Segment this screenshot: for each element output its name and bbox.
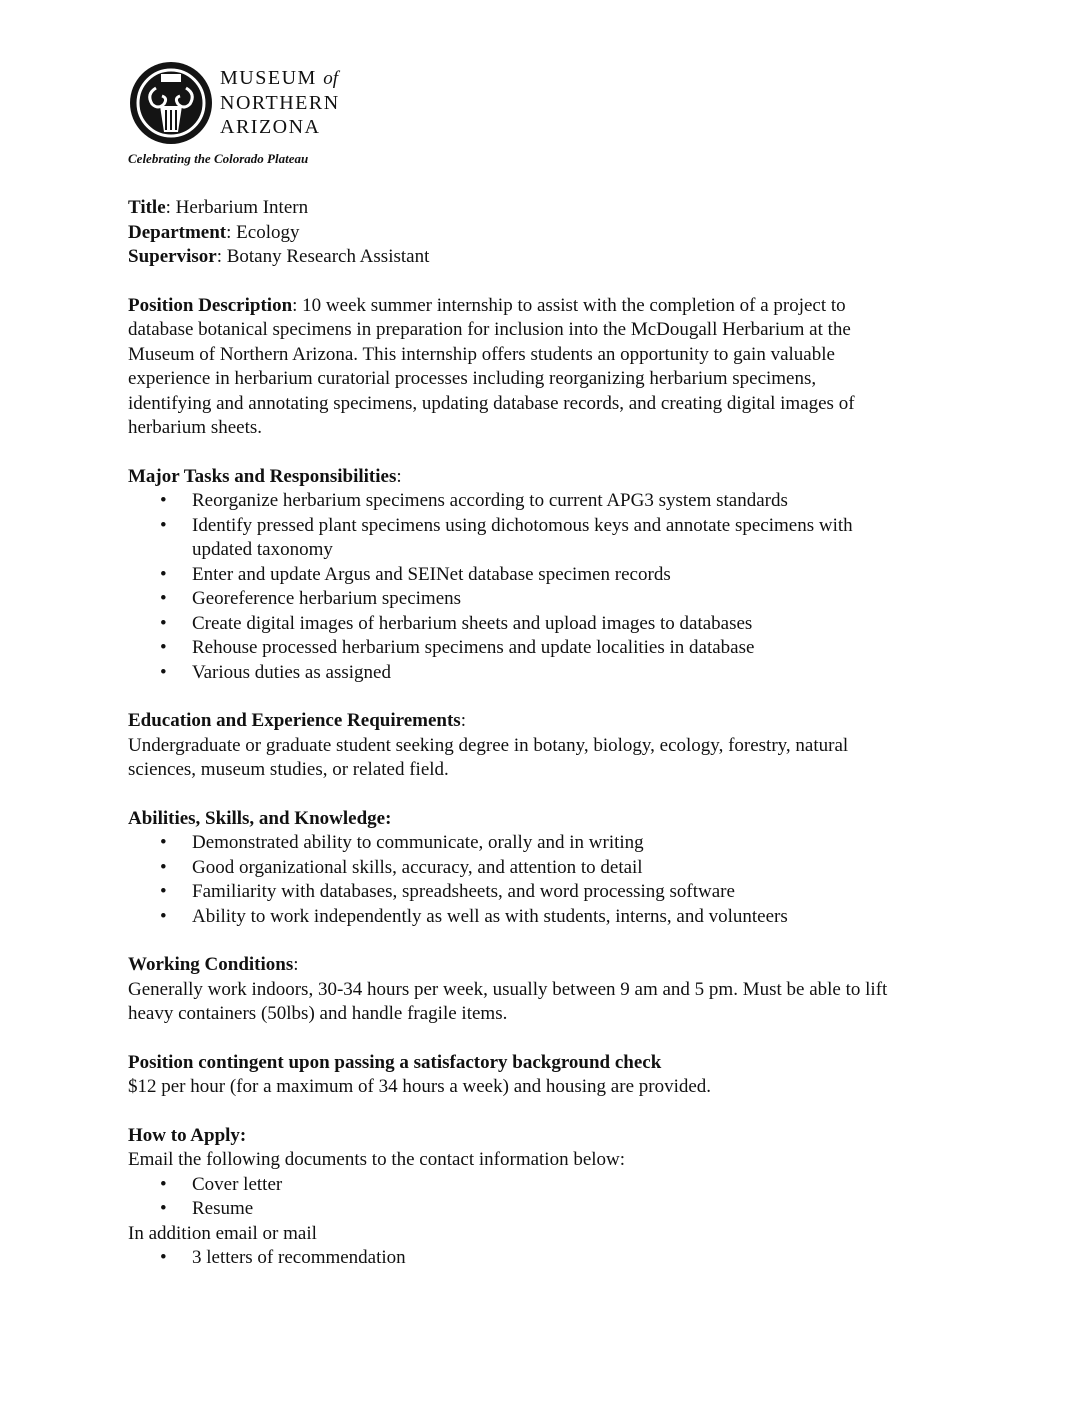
list-item: • Good organizational skills, accuracy, and attention to detail (128, 856, 1008, 881)
section-heading: Position Description (128, 294, 293, 316)
logo-tagline: Celebrating the Colorado Plateau (128, 151, 309, 166)
logo-name-line3: ARIZONA (220, 116, 321, 138)
position-description-section (128, 294, 1008, 441)
field-label: Supervisor (128, 246, 217, 267)
text-line: In addition email or mail (128, 1222, 317, 1244)
list-item: • Familiarity with databases, spreadsheets, and word processing software (128, 880, 1008, 905)
section-heading: Major Tasks and Responsibilities (128, 465, 397, 487)
major-tasks-section (128, 465, 1008, 686)
logo-name-line1: MUSEUM (220, 67, 317, 89)
museum-logo (128, 60, 368, 172)
list-item: • 3 letters of recommendation (128, 1246, 1008, 1271)
list-item: • Enter and update Argus and SEINet database specimen records (128, 563, 1008, 588)
list-item: • Ability to work independently as well as with students, interns, and volunteers (128, 905, 1008, 930)
contingent-section (128, 1051, 1008, 1100)
task-list (128, 489, 1008, 685)
field-label: Title (128, 197, 166, 218)
text-line: heavy containers (50lbs) and handle fragile items. (128, 1003, 508, 1024)
working-conditions-section (128, 953, 1008, 1027)
section-heading: How to Apply: (128, 1124, 247, 1146)
abilities-list (128, 831, 1008, 929)
section-heading: Education and Experience Requirements (128, 710, 461, 731)
logo-name-line2: NORTHERN (220, 92, 340, 114)
text-line: experience in herbarium curatorial processes including reorganizing herbarium specimens, (128, 368, 817, 389)
additional-documents-list (128, 1246, 1008, 1271)
text-line: Museum of Northern Arizona. This internship offers students an opportunity to gain valuable (128, 343, 835, 365)
text-line: herbarium sheets. (128, 417, 263, 438)
field-value: : Ecology (226, 221, 300, 243)
list-item: • Reorganize herbarium specimens according to current APG3 system standards (128, 489, 1008, 514)
list-item: • Resume (128, 1197, 1008, 1222)
museum-emblem-icon (128, 60, 214, 146)
documents-list (128, 1173, 1008, 1222)
how-to-apply-section (128, 1124, 1008, 1271)
title-field (128, 196, 1008, 221)
field-value: : Herbarium Intern (165, 197, 309, 218)
logo-wordmark (220, 66, 340, 139)
text-line: Email the following documents to the contact information below: (128, 1149, 626, 1170)
department-field (128, 221, 1008, 246)
text-line: sciences, museum studies, or related field. (128, 759, 449, 780)
header-fields (128, 196, 1008, 270)
field-label: Department (128, 221, 227, 243)
job-posting-body (128, 196, 1008, 1271)
section-heading: Abilities, Skills, and Knowledge: (128, 807, 392, 829)
list-item: • Various duties as assigned (128, 661, 1008, 686)
section-heading: Position contingent upon passing a satisfactory background check (128, 1051, 662, 1073)
supervisor-field (128, 245, 1008, 270)
section-heading-line: Major Tasks and Responsibilities: (128, 465, 402, 487)
section-heading-line: Education and Experience Requirements: (128, 710, 466, 731)
text-line: Generally work indoors, 30-34 hours per week, usually between 9 am and 5 pm. Must be able to lift (128, 978, 888, 1000)
text-line: Position Description: 10 week summer internship to assist with the completion of a project to (128, 294, 846, 316)
text-line: $12 per hour (for a maximum of 34 hours a week) and housing are provided. (128, 1076, 712, 1097)
list-item: • Georeference herbarium specimens (128, 587, 1008, 612)
field-value: : Botany Research Assistant (216, 246, 430, 267)
abilities-section (128, 807, 1008, 930)
list-item: • Identify pressed plant specimens using dichotomous keys and annotate specimens with updated taxonomy (128, 514, 1008, 563)
list-item: • Rehouse processed herbarium specimens and update localities in database (128, 636, 1008, 661)
list-item: • Demonstrated ability to communicate, orally and in writing (128, 831, 1008, 856)
education-section (128, 709, 1008, 783)
text-line: identifying and annotating specimens, updating database records, and creating digital images of (128, 392, 855, 414)
list-item: • Cover letter (128, 1173, 1008, 1198)
list-item: • Create digital images of herbarium sheets and upload images to databases (128, 612, 1008, 637)
text-line: Undergraduate or graduate student seeking degree in botany, biology, ecology, forestry, natural (128, 734, 849, 756)
section-heading: Working Conditions (128, 954, 294, 975)
text-line: database botanical specimens in preparation for inclusion into the McDougall Herbarium at the (128, 319, 851, 340)
logo-name-of: of (323, 68, 339, 89)
section-heading-line: Working Conditions: (128, 954, 299, 975)
